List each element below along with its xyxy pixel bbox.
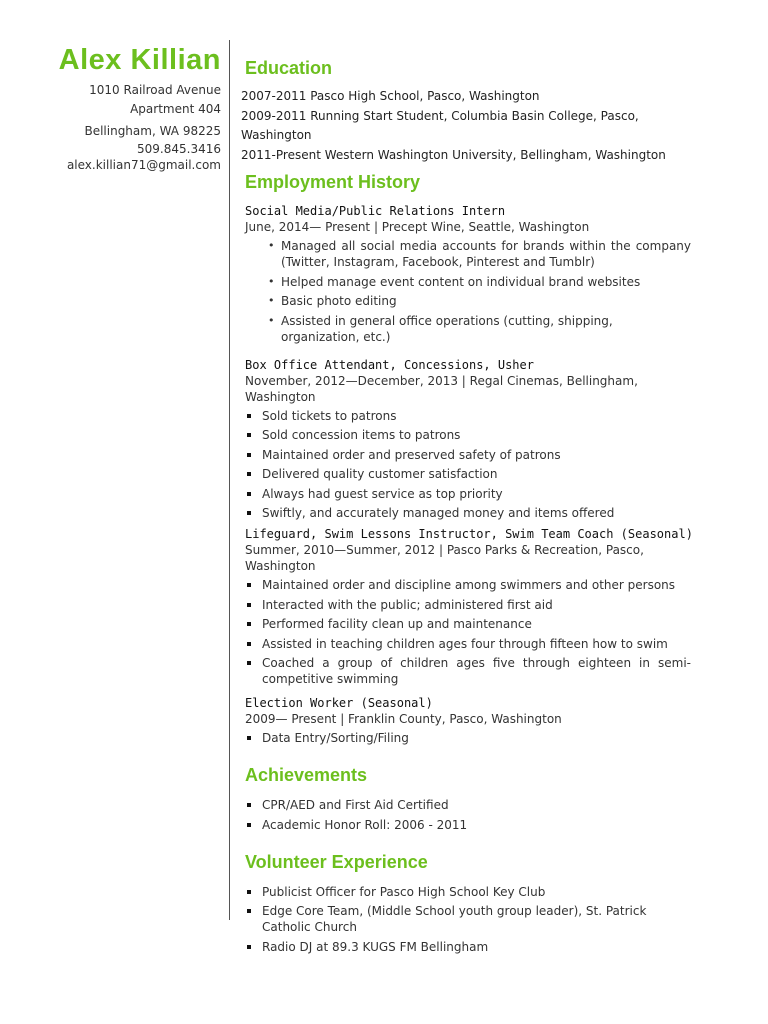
list-item: Swiftly, and accurately managed money and items offered <box>241 505 693 521</box>
list-item: • Managed all social media accounts for brands within the company (Twitter, Instagram, Facebook, Pinterest and Tumblr) <box>241 238 693 270</box>
list-item: Academic Honor Roll: 2006 - 2011 <box>241 817 693 833</box>
list-item: Always had guest service as top priority <box>241 486 693 502</box>
email-address: alex.killian71@gmail.com <box>66 158 221 172</box>
employment-section <box>241 170 693 746</box>
achievements-section <box>241 763 693 833</box>
job-title: Election Worker (Seasonal) <box>245 696 433 710</box>
education-section <box>241 56 693 165</box>
job-title: Lifeguard, Swim Lessons Instructor, Swim Team Coach (Seasonal) <box>245 527 693 541</box>
list-item: Sold concession items to patrons <box>241 427 693 443</box>
contact-info <box>0 82 221 173</box>
job-entry <box>241 357 693 522</box>
job-bullets <box>241 577 693 687</box>
job-bullets <box>241 730 693 746</box>
list-item: Edge Core Team, (Middle School youth group leader), St. Patrick Catholic Church <box>241 903 693 935</box>
job-meta: November, 2012—December, 2013 | Regal Cinemas, Bellingham, Washington <box>245 373 638 404</box>
job-entry <box>241 526 693 687</box>
list-item: Assisted in teaching children ages four through fifteen how to swim <box>241 636 693 652</box>
list-item: Delivered quality customer satisfaction <box>241 466 693 482</box>
section-heading-education: Education <box>245 58 333 78</box>
list-item: • Helped manage event content on individual brand websites <box>241 274 693 290</box>
address-line2: Apartment 404 <box>130 102 221 116</box>
job-entry <box>241 695 693 746</box>
job-bullets <box>241 408 693 522</box>
list-item: • Assisted in general office operations (cutting, shipping, organization, etc.) <box>241 313 693 345</box>
city-state-zip: Bellingham, WA 98225 <box>84 124 221 138</box>
resume-name: Alex Killian <box>58 44 221 76</box>
volunteer-section <box>241 850 693 955</box>
job-entry <box>241 203 693 345</box>
section-heading-employment: Employment History <box>245 172 421 192</box>
achievements-list <box>241 797 693 833</box>
list-item: Maintained order and discipline among swimmers and other persons <box>241 577 693 593</box>
phone-number: 509.845.3416 <box>137 142 221 156</box>
education-item: 2011-Present Western Washington University, Bellingham, Washington <box>241 147 666 162</box>
list-item: Radio DJ at 89.3 KUGS FM Bellingham <box>241 939 693 955</box>
section-heading-volunteer: Volunteer Experience <box>245 851 428 872</box>
job-bullets <box>241 238 693 345</box>
list-item: Maintained order and preserved safety of patrons <box>241 447 693 463</box>
education-item: 2007-2011 Pasco High School, Pasco, Washington <box>241 89 540 103</box>
job-title: Box Office Attendant, Concessions, Usher <box>245 357 534 372</box>
section-heading-achievements: Achievements <box>245 765 368 785</box>
list-item: Interacted with the public; administered first aid <box>241 597 693 613</box>
volunteer-list <box>241 884 693 955</box>
job-meta: June, 2014— Present | Precept Wine, Seattle, Washington <box>245 220 590 234</box>
education-list <box>241 87 693 165</box>
list-item: Data Entry/Sorting/Filing <box>241 730 693 746</box>
vertical-divider <box>229 40 230 920</box>
list-item: Sold tickets to patrons <box>241 408 693 424</box>
list-item: Performed facility clean up and maintenance <box>241 616 693 632</box>
list-item: Coached a group of children ages five through eighteen in semi-competitive swimming <box>241 655 693 687</box>
education-item: 2009-2011 Running Start Student, Columbia Basin College, Pasco, Washington <box>241 108 639 142</box>
list-item: CPR/AED and First Aid Certified <box>241 797 693 813</box>
contact-column <box>0 40 221 173</box>
main-column <box>241 56 693 958</box>
list-item: • Basic photo editing <box>241 293 693 309</box>
job-meta: Summer, 2010—Summer, 2012 | Pasco Parks & Recreation, Pasco, Washington <box>245 543 644 573</box>
job-title: Social Media/Public Relations Intern <box>245 204 506 218</box>
address-line1: 1010 Railroad Avenue <box>89 83 221 97</box>
list-item: Publicist Officer for Pasco High School Key Club <box>241 884 693 900</box>
job-meta: 2009— Present | Franklin County, Pasco, Washington <box>245 712 562 726</box>
